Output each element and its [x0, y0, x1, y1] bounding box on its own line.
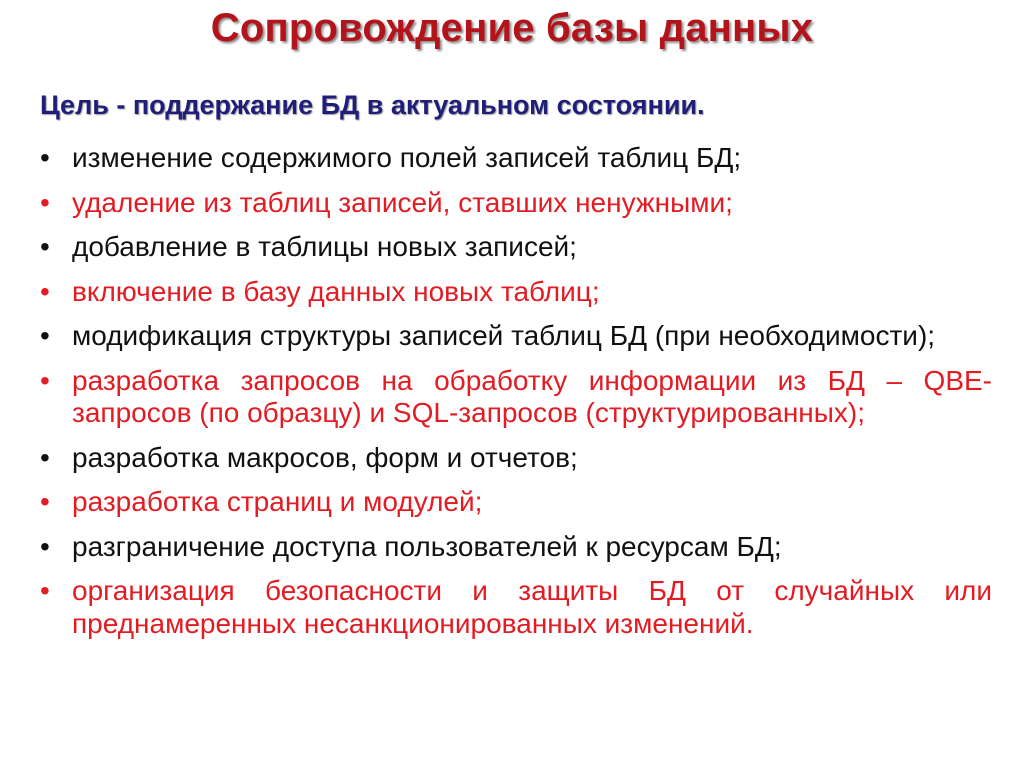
list-item-text: удаление из таблиц записей, ставших ненужными; [72, 186, 733, 218]
list-item-text: разработка запросов на обработку информации из БД – QBE-запросов (по образцу) и SQL-запросов (структурированных); [72, 364, 992, 428]
bullet-icon: • [40, 364, 50, 396]
list-item [40, 486, 992, 519]
bullet-icon: • [40, 275, 50, 307]
list-item [40, 276, 992, 309]
list-item [40, 442, 992, 475]
slide-title: Сопровождение базы данных [210, 6, 814, 50]
list-item-text: изменение содержимого полей записей таблиц БД; [72, 142, 742, 173]
list-item [40, 365, 992, 430]
bullet-icon: • [40, 231, 50, 262]
list-item-text: модификация структуры записей таблиц БД (при необходимости); [72, 320, 936, 351]
slide-subtitle: Цель - поддержание БД в актуальном состоянии. [40, 90, 705, 120]
list-item [40, 531, 992, 564]
bullet-icon: • [40, 486, 50, 517]
list-item [40, 320, 992, 353]
bullet-icon: • [40, 186, 50, 218]
list-item [40, 187, 992, 220]
list-item [40, 142, 992, 175]
bullet-list [40, 142, 992, 652]
bullet-icon: • [40, 320, 50, 351]
list-item [40, 231, 992, 264]
bullet-icon: • [40, 142, 50, 173]
list-item-text: разграничение доступа пользователей к ресурсам БД; [72, 530, 782, 562]
list-item-text: разработка макросов, форм и отчетов; [72, 441, 578, 473]
list-item-text: организация безопасности и защиты БД от случайных или преднамеренных несанкционированных изменений. [72, 575, 992, 639]
bullet-icon: • [40, 575, 50, 606]
list-item-text: разработка страниц и модулей; [72, 486, 483, 517]
list-item-text: добавление в таблицы новых записей; [72, 231, 577, 262]
bullet-icon: • [40, 530, 50, 562]
list-item-text: включение в базу данных новых таблиц; [72, 275, 600, 307]
list-item [40, 575, 992, 640]
bullet-icon: • [40, 441, 50, 473]
